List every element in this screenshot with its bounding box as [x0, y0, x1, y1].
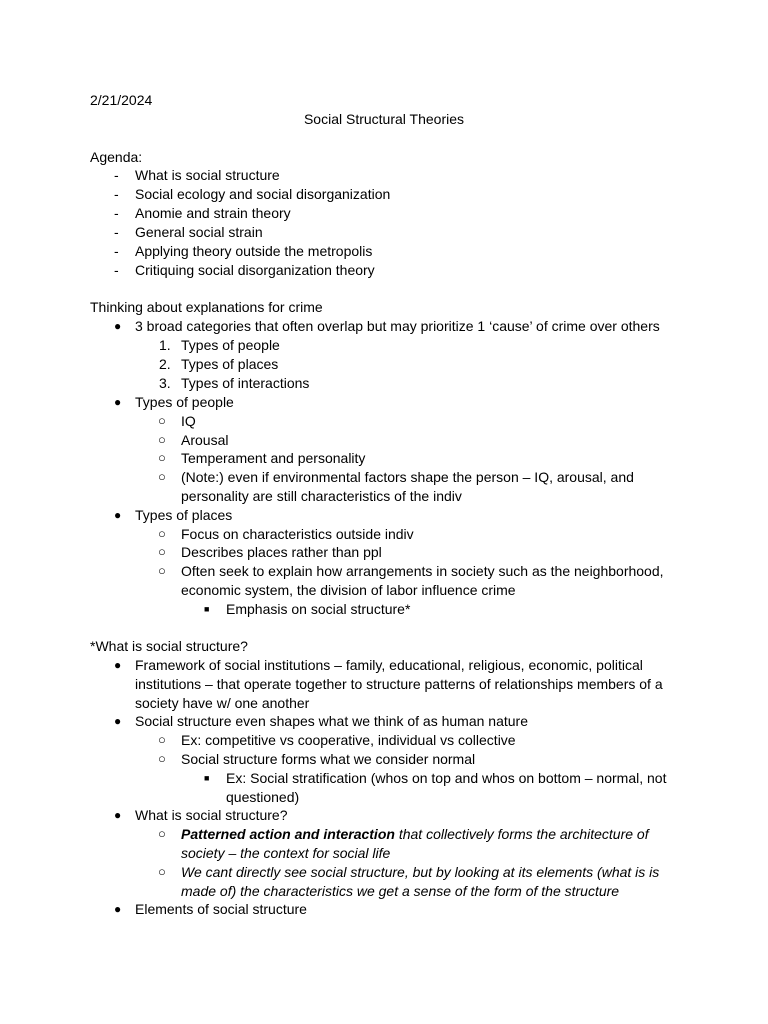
list-item: IQ	[181, 413, 196, 429]
list-item-continued: personality are still characteristics of the indiv	[181, 488, 462, 504]
number-marker: 3.	[159, 375, 171, 391]
list-item: Elements of social structure	[135, 901, 307, 917]
list-item: Temperament and personality	[181, 450, 366, 466]
list-item-continued: economic system, the division of labor influence crime	[181, 582, 516, 598]
bold-italic-phrase: Patterned action and interaction	[181, 826, 395, 842]
dash-marker: -	[114, 262, 119, 278]
list-item: 3 broad categories that often overlap but may prioritize 1 ‘cause’ of crime over others	[135, 318, 660, 334]
bullet-marker: ●	[114, 714, 122, 728]
document-date: 2/21/2024	[90, 92, 153, 108]
bullet-marker: ●	[114, 508, 122, 522]
circle-marker: ○	[158, 450, 166, 465]
document-title: Social Structural Theories	[303, 111, 465, 127]
list-item: Focus on characteristics outside indiv	[181, 526, 414, 542]
section-heading-structure: *What is social structure?	[90, 638, 248, 654]
dash-marker: -	[114, 186, 119, 202]
list-item-continued: society – the context for social life	[181, 845, 391, 861]
bullet-marker: ●	[114, 319, 122, 333]
dash-marker: -	[114, 243, 119, 259]
circle-marker: ○	[158, 432, 166, 447]
circle-marker: ○	[158, 469, 166, 484]
list-item: Often seek to explain how arrangements in society such as the neighborhood,	[181, 563, 664, 579]
bullet-marker: ●	[114, 902, 122, 916]
list-item: Types of places	[135, 507, 233, 523]
circle-marker: ○	[158, 413, 166, 428]
list-item: Ex: Social stratification (whos on top and whos on bottom – normal, not	[226, 770, 667, 786]
list-item: Social structure even shapes what we think of as human nature	[135, 713, 528, 729]
circle-marker: ○	[158, 826, 166, 841]
agenda-item: Anomie and strain theory	[135, 205, 291, 221]
bullet-marker: ●	[114, 658, 122, 672]
list-item-continued: society have w/ one another	[135, 695, 310, 711]
list-item-continued: made of) the characteristics we get a sense of the form of the structure	[181, 883, 620, 899]
italic-text: that collectively forms the architecture of	[394, 826, 649, 842]
list-item: Arousal	[181, 432, 229, 448]
list-item: Types of places	[181, 356, 279, 372]
list-item: Types of interactions	[181, 375, 310, 391]
circle-marker: ○	[158, 526, 166, 541]
list-item-continued: institutions – that operate together to structure patterns of relationships members of a	[135, 676, 663, 692]
list-item: Types of people	[135, 394, 234, 410]
circle-marker: ○	[158, 544, 166, 559]
dash-marker: -	[114, 167, 119, 183]
number-marker: 2.	[159, 356, 171, 372]
agenda-heading: Agenda:	[90, 149, 143, 165]
bullet-marker: ●	[114, 395, 122, 409]
circle-marker: ○	[158, 864, 166, 879]
list-item: (Note:) even if environmental factors shape the person – IQ, arousal, and	[181, 469, 634, 485]
circle-marker: ○	[158, 732, 166, 747]
list-item: Describes places rather than ppl	[181, 544, 382, 560]
bullet-marker: ●	[114, 808, 122, 822]
list-item: What is social structure?	[135, 807, 288, 823]
list-item: Social structure forms what we consider normal	[181, 751, 476, 767]
agenda-item: Social ecology and social disorganization	[135, 186, 391, 202]
list-item: Framework of social institutions – family, educational, religious, economic, political	[135, 657, 643, 673]
agenda-item: Applying theory outside the metropolis	[135, 243, 373, 259]
agenda-item: Critiquing social disorganization theory	[135, 262, 375, 278]
dash-marker: -	[114, 224, 119, 240]
agenda-item: General social strain	[135, 224, 263, 240]
circle-marker: ○	[158, 751, 166, 766]
square-marker: ■	[204, 604, 210, 614]
list-item: We cant directly see social structure, but by looking at its elements (what is is	[181, 864, 660, 880]
circle-marker: ○	[158, 563, 166, 578]
list-item: Types of people	[181, 337, 280, 353]
list-item: Ex: competitive vs cooperative, individual vs collective	[181, 732, 516, 748]
list-item: Emphasis on social structure*	[226, 601, 411, 617]
list-item-continued: questioned)	[226, 789, 300, 805]
number-marker: 1.	[159, 337, 171, 353]
list-item	[181, 825, 649, 843]
section-heading-crime: Thinking about explanations for crime	[90, 299, 323, 315]
square-marker: ■	[204, 773, 210, 783]
agenda-item: What is social structure	[135, 167, 280, 183]
dash-marker: -	[114, 205, 119, 221]
